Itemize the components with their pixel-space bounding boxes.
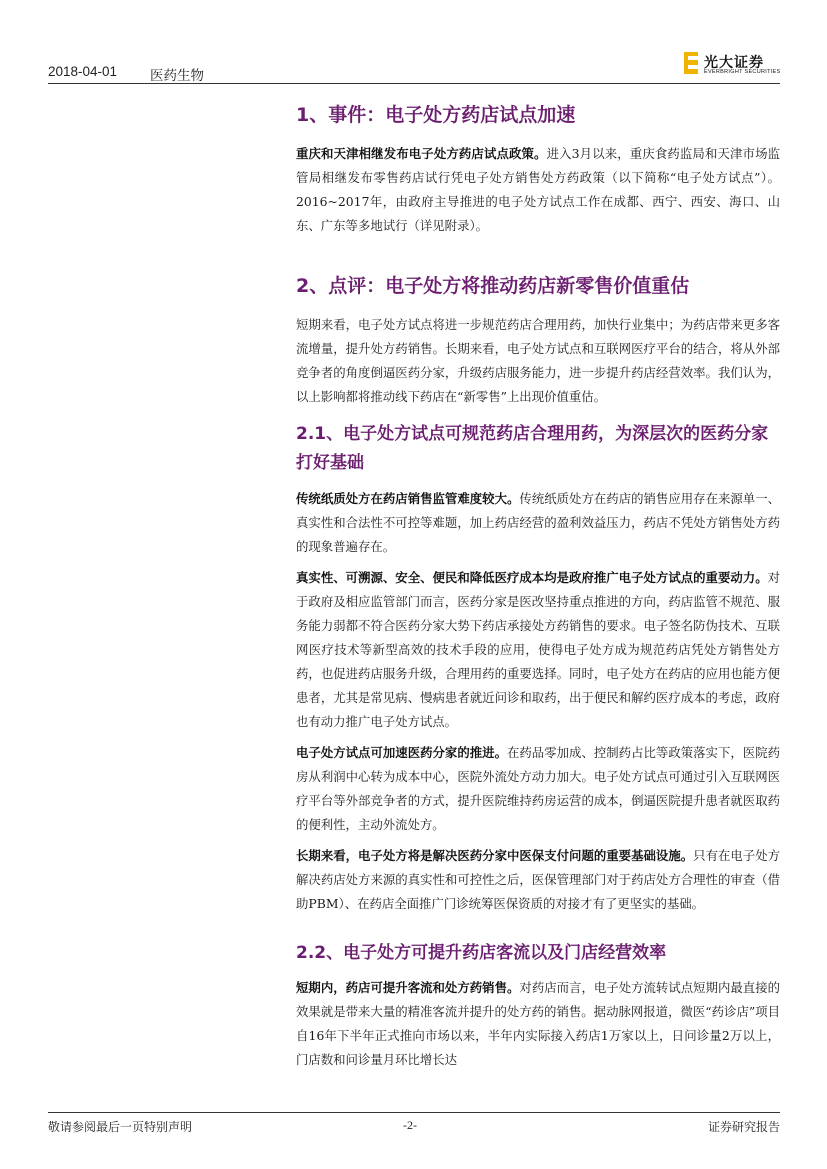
section-1-lead: 重庆和天津相继发布电子处方药店试点政策。	[296, 146, 547, 161]
footer-disclaimer: 敬请参阅最后一页特别声明	[48, 1120, 193, 1134]
report-sector: 医药生物	[150, 68, 204, 84]
report-body	[296, 100, 780, 1072]
section-1-body: 进入3月以来，重庆食药监局和天津市场监管局相继发布零售药店试行凭电子处方销售处方药政策（以下简称“电子处方试点”）。2016~2017年，由政府主导推进的电子处方试点工作在成都、西宁、西安、海口、山东、广东等多地试行（详见附录）。	[296, 146, 781, 233]
section-2-1-body-2: 对于政府及相应监管部门而言，医药分家是医改坚持重点推进的方向，药店监管不规范、服务能力弱都不符合医药分家大势下药店承接处方药销售的要求。电子签名防伪技术、互联网医疗技术等新型高效的技术手段的应用，使得电子处方成为规范药店凭处方销售处方药，也促进药店服务升级，合理用药的重要选择。同时，电子处方在药店的应用也能方便患者，尤其是常见病、慢病患者就近问诊和取药，出于便民和解约医疗成本的考虑，政府也有动力推广电子处方试点。	[296, 570, 780, 729]
section-2-1-paragraph-1	[296, 487, 780, 559]
section-1-paragraph	[296, 142, 780, 238]
everbright-logo-icon	[684, 52, 698, 74]
logo-english-name: EVERBRIGHT SECURITIES	[704, 69, 781, 75]
section-2-paragraph: 短期来看，电子处方试点将进一步规范药店合理用药，加快行业集中；为药店带来更多客流增量，提升处方药销售。长期来看，电子处方试点和互联网医疗平台的结合，将从外部竞争者的角度倒逼医药分家，升级药店服务能力，进一步提升药店经营效率。我们认为，以上影响都将推动线下药店在“新零售”上出现价值重估。	[296, 317, 780, 404]
section-2-1-title: 2.1、电子处方试点可规范药店合理用药，为深层次的医药分家打好基础	[296, 424, 769, 473]
section-2-1-body-4: 只有在电子处方解决药店处方来源的真实性和可控性之后，医保管理部门对于药店处方合理性的审查（借助PBM）、在药店全面推广门诊统筹医保资质的对接才有了更坚实的基础。	[296, 848, 781, 911]
section-2-1-paragraph-3	[296, 741, 780, 837]
section-2-2-title: 2.2、电子处方可提升药店客流以及门店经营效率	[296, 943, 667, 963]
section-2-1-lead-2: 真实性、可溯源、安全、便民和降低医疗成本均是政府推广电子处方试点的重要动力。	[296, 570, 768, 585]
page-header	[48, 0, 780, 84]
section-2-1-lead-3: 电子处方试点可加速医药分家的推进。	[296, 745, 507, 760]
section-2-2-paragraph-1	[296, 976, 780, 1072]
section-2-1-body-3: 在药品零加成、控制药占比等政策落实下，医院药房从利润中心转为成本中心，医院外流处方动力加大。电子处方试点可通过引入互联网医疗平台等外部竞争者的方式，提升医院维持药房运营的成本，倒逼医院提升患者就医取药的便利性，主动外流处方。	[296, 745, 781, 832]
section-2-1-paragraph-2	[296, 566, 780, 734]
section-2-2-lead-1: 短期内，药店可提升客流和处方药销售。	[296, 980, 520, 995]
header-divider	[48, 83, 780, 84]
section-2-1-paragraph-4	[296, 844, 780, 916]
everbright-logo	[684, 52, 780, 78]
logo-chinese-name: 光大证券	[704, 55, 764, 71]
section-2-1-lead-4: 长期来看，电子处方将是解决医药分家中医保支付问题的重要基础设施。	[296, 848, 694, 863]
section-2-1-body-1: 传统纸质处方在药店的销售应用存在来源单一、真实性和合法性不可控等难题，加上药店经营的盈利效益压力，药店不凭处方销售处方药的现象普遍存在。	[296, 491, 781, 554]
section-2-2-body-1: 对药店而言，电子处方流转试点短期内最直接的效果就是带来大量的精准客流并提升的处方药的销售。据动脉网报道，微医“药诊店”项目自16年下半年正式推向市场以来，半年内实际接入药店1万家以上，日问诊量2万以上，门店数和问诊量月环比增长达	[296, 980, 781, 1067]
section-1-title: 1、事件：电子处方药店试点加速	[296, 104, 576, 126]
section-2-1-lead-1: 传统纸质处方在药店销售监管难度较大。	[296, 491, 520, 506]
page-number: -2-	[403, 1118, 417, 1132]
section-2-title: 2、点评：电子处方将推动药店新零售价值重估	[296, 275, 690, 297]
footer-divider	[48, 1112, 780, 1113]
report-date: 2018-04-01	[48, 64, 118, 79]
footer-report-type: 证券研究报告	[707, 1120, 780, 1134]
